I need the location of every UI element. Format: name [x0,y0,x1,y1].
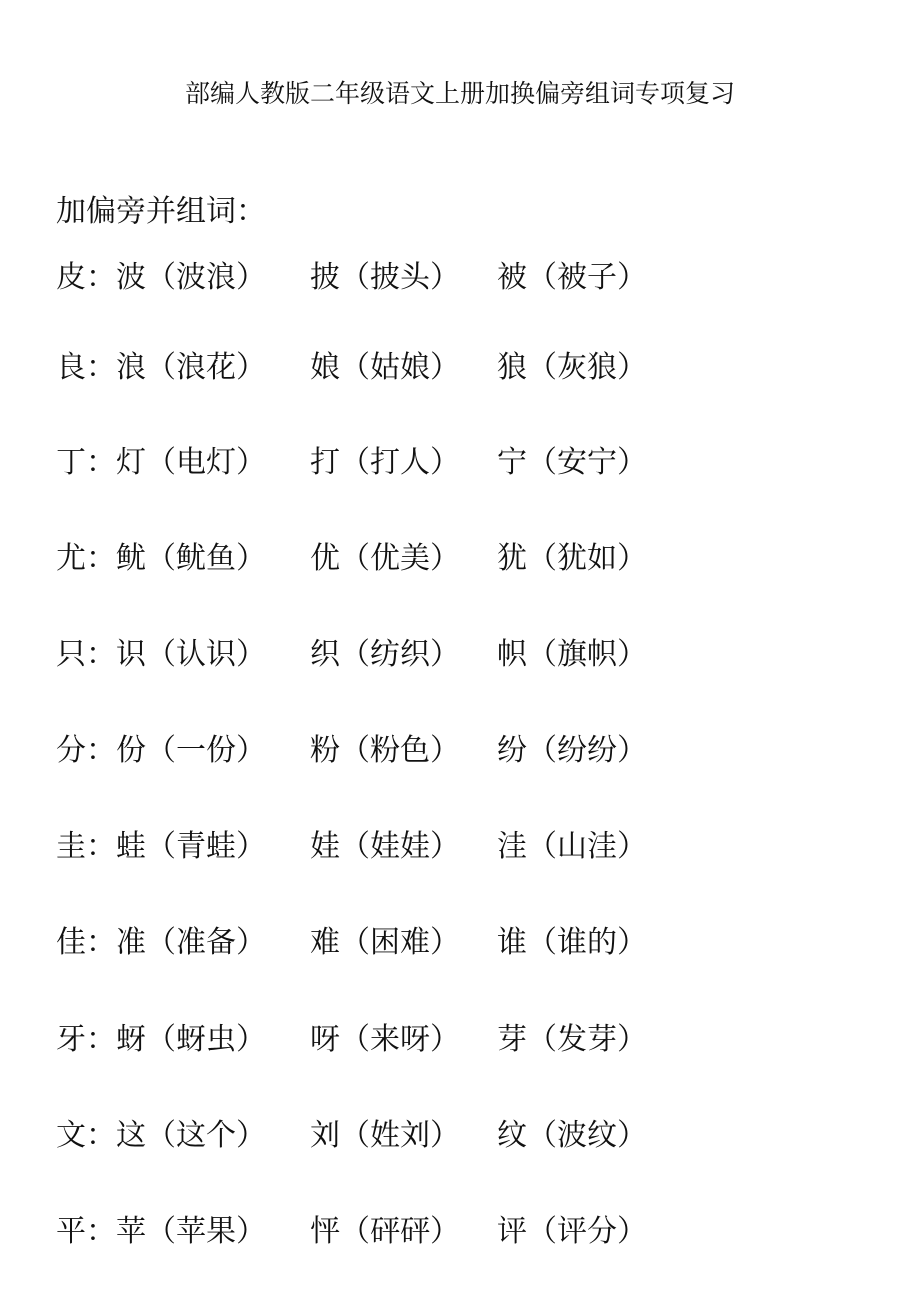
open-paren: （ [146,637,176,672]
word-entry [116,825,266,869]
root-character: 牙 [56,1022,86,1057]
derived-character: 帜 [497,637,527,672]
compound-word: 砰砰 [370,1214,430,1249]
word-row [0,537,920,581]
root-character: 尤 [56,541,86,576]
open-paren: （ [146,445,176,480]
close-paren: ） [617,260,647,295]
word-entry [116,346,266,390]
word-entry [497,921,647,965]
compound-word: 灰狼 [557,350,617,385]
root-colon: ： [86,260,116,295]
derived-character: 娘 [310,350,340,385]
open-paren: （ [340,350,370,385]
compound-word: 困难 [370,925,430,960]
close-paren: ） [430,637,460,672]
compound-word: 安宁 [557,445,617,480]
close-paren: ） [430,733,460,768]
derived-character: 这 [116,1118,146,1153]
close-paren: ） [236,733,266,768]
open-paren: （ [340,733,370,768]
close-paren: ） [617,733,647,768]
word-entry [116,441,266,485]
word-entry [116,729,266,773]
derived-character: 识 [116,637,146,672]
derived-character: 准 [116,925,146,960]
compound-word: 谁的 [557,925,617,960]
close-paren: ） [617,1022,647,1057]
open-paren: （ [527,1118,557,1153]
word-row [0,825,920,869]
open-paren: （ [527,925,557,960]
word-entry [497,1210,647,1254]
word-entry [116,1210,266,1254]
open-paren: （ [146,829,176,864]
derived-character: 打 [310,445,340,480]
word-entry [497,633,647,677]
open-paren: （ [146,733,176,768]
close-paren: ） [430,350,460,385]
close-paren: ） [236,541,266,576]
compound-word: 来呀 [370,1022,430,1057]
open-paren: （ [527,637,557,672]
root-colon: ： [86,1022,116,1057]
root-character: 分 [56,733,86,768]
word-entry [310,825,460,869]
compound-word: 被子 [557,260,617,295]
open-paren: （ [340,260,370,295]
close-paren: ） [617,1214,647,1249]
open-paren: （ [527,260,557,295]
root-colon: ： [86,1118,116,1153]
derived-character: 蛙 [116,829,146,864]
derived-character: 呀 [310,1022,340,1057]
root-colon: ： [86,829,116,864]
derived-character: 织 [310,637,340,672]
compound-word: 娃娃 [370,829,430,864]
open-paren: （ [146,541,176,576]
compound-word: 纷纷 [557,733,617,768]
word-row [0,1114,920,1158]
close-paren: ） [430,1214,460,1249]
derived-character: 犹 [497,541,527,576]
compound-word: 苹果 [176,1214,236,1249]
open-paren: （ [146,1214,176,1249]
close-paren: ） [430,1022,460,1057]
derived-character: 粉 [310,733,340,768]
open-paren: （ [340,925,370,960]
close-paren: ） [236,350,266,385]
compound-word: 青蛙 [176,829,236,864]
derived-character: 波 [116,260,146,295]
word-entry [310,537,460,581]
derived-character: 娃 [310,829,340,864]
open-paren: （ [146,260,176,295]
compound-word: 纺织 [370,637,430,672]
open-paren: （ [527,829,557,864]
derived-character: 纷 [497,733,527,768]
derived-character: 宁 [497,445,527,480]
close-paren: ） [430,260,460,295]
word-entry [310,1018,460,1062]
close-paren: ） [617,541,647,576]
close-paren: ） [236,925,266,960]
word-row [0,1018,920,1062]
close-paren: ） [236,1022,266,1057]
word-entry [497,825,647,869]
open-paren: （ [527,445,557,480]
derived-character: 鱿 [116,541,146,576]
close-paren: ） [236,829,266,864]
compound-word: 浪花 [176,350,236,385]
open-paren: （ [340,541,370,576]
derived-character: 评 [497,1214,527,1249]
root-colon: ： [86,350,116,385]
compound-word: 评分 [557,1214,617,1249]
derived-character: 披 [310,260,340,295]
close-paren: ） [617,925,647,960]
compound-word: 波纹 [557,1118,617,1153]
word-entry [310,346,460,390]
word-entry [310,256,460,300]
open-paren: （ [146,350,176,385]
word-entry [116,1114,266,1158]
compound-word: 姓刘 [370,1118,430,1153]
compound-word: 姑娘 [370,350,430,385]
compound-word: 波浪 [176,260,236,295]
open-paren: （ [340,445,370,480]
root-colon: ： [86,925,116,960]
word-row [0,729,920,773]
word-entry [310,921,460,965]
derived-character: 刘 [310,1118,340,1153]
word-entry [497,256,647,300]
root-colon: ： [86,733,116,768]
root-colon: ： [86,445,116,480]
root-character: 丁 [56,445,86,480]
open-paren: （ [527,541,557,576]
compound-word: 山洼 [557,829,617,864]
open-paren: （ [146,925,176,960]
word-entry [497,441,647,485]
section-heading: 加偏旁并组词： [56,194,266,229]
open-paren: （ [146,1022,176,1057]
word-entry [310,441,460,485]
close-paren: ） [430,925,460,960]
derived-character: 难 [310,925,340,960]
open-paren: （ [340,829,370,864]
word-entry [116,1018,266,1062]
close-paren: ） [236,1214,266,1249]
word-row [0,256,920,300]
compound-word: 旗帜 [557,637,617,672]
root-character: 佳 [56,925,86,960]
word-entry [497,346,647,390]
derived-character: 谁 [497,925,527,960]
derived-character: 蚜 [116,1022,146,1057]
close-paren: ） [236,637,266,672]
word-entry [310,729,460,773]
open-paren: （ [527,1022,557,1057]
compound-word: 认识 [176,637,236,672]
root-character: 文 [56,1118,86,1153]
word-entry [310,1210,460,1254]
open-paren: （ [527,350,557,385]
derived-character: 纹 [497,1118,527,1153]
word-entry [116,921,266,965]
close-paren: ） [430,1118,460,1153]
compound-word: 鱿鱼 [176,541,236,576]
derived-character: 浪 [116,350,146,385]
open-paren: （ [527,1214,557,1249]
derived-character: 芽 [497,1022,527,1057]
derived-character: 怦 [310,1214,340,1249]
word-entry [497,729,647,773]
open-paren: （ [146,1118,176,1153]
close-paren: ） [236,260,266,295]
derived-character: 洼 [497,829,527,864]
word-row [0,1210,920,1254]
word-entry [116,633,266,677]
derived-character: 狼 [497,350,527,385]
close-paren: ） [617,637,647,672]
root-character: 只 [56,637,86,672]
compound-word: 粉色 [370,733,430,768]
root-character: 皮 [56,260,86,295]
close-paren: ） [430,541,460,576]
derived-character: 灯 [116,445,146,480]
root-colon: ： [86,637,116,672]
compound-word: 一份 [176,733,236,768]
close-paren: ） [430,445,460,480]
compound-word: 打人 [370,445,430,480]
close-paren: ） [617,1118,647,1153]
compound-word: 蚜虫 [176,1022,236,1057]
compound-word: 优美 [370,541,430,576]
word-entry [116,256,266,300]
close-paren: ） [236,445,266,480]
word-entry [310,633,460,677]
word-row [0,346,920,390]
close-paren: ） [236,1118,266,1153]
open-paren: （ [340,1214,370,1249]
compound-word: 这个 [176,1118,236,1153]
derived-character: 优 [310,541,340,576]
word-entry [310,1114,460,1158]
root-character: 良 [56,350,86,385]
page-title: 部编人教版二年级语文上册加换偏旁组词专项复习 [184,79,735,108]
word-entry [497,1018,647,1062]
root-character: 平 [56,1214,86,1249]
close-paren: ） [617,445,647,480]
open-paren: （ [340,637,370,672]
root-character: 圭 [56,829,86,864]
word-entry [497,1114,647,1158]
compound-word: 电灯 [176,445,236,480]
word-entry [497,537,647,581]
word-row [0,921,920,965]
compound-word: 发芽 [557,1022,617,1057]
open-paren: （ [340,1022,370,1057]
derived-character: 份 [116,733,146,768]
derived-character: 被 [497,260,527,295]
word-row [0,441,920,485]
root-colon: ： [86,541,116,576]
compound-word: 犹如 [557,541,617,576]
close-paren: ） [430,829,460,864]
root-colon: ： [86,1214,116,1249]
open-paren: （ [340,1118,370,1153]
compound-word: 披头 [370,260,430,295]
open-paren: （ [527,733,557,768]
word-row [0,633,920,677]
close-paren: ） [617,350,647,385]
word-entry [116,537,266,581]
derived-character: 苹 [116,1214,146,1249]
close-paren: ） [617,829,647,864]
compound-word: 准备 [176,925,236,960]
